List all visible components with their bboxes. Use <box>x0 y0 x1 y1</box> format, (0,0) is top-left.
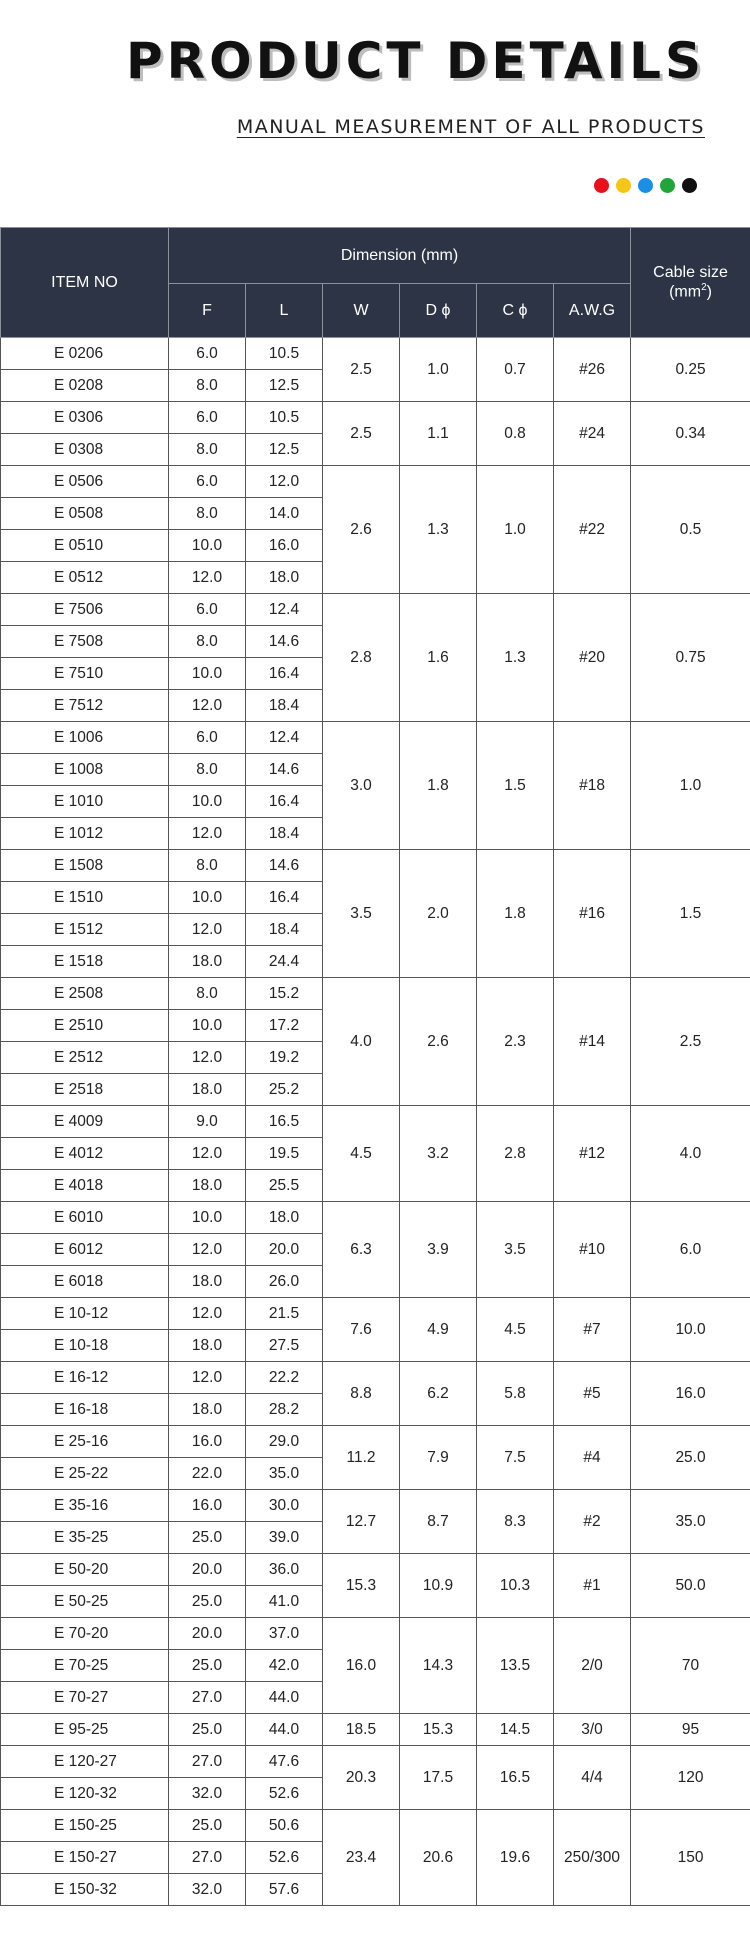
f-cell: 18.0 <box>169 946 246 978</box>
c-cell: 13.5 <box>477 1618 554 1714</box>
l-cell: 52.6 <box>246 1778 323 1810</box>
l-cell: 12.5 <box>246 434 323 466</box>
awg-cell: #14 <box>554 978 631 1106</box>
d-cell: 1.3 <box>400 466 477 594</box>
l-cell: 27.5 <box>246 1330 323 1362</box>
header-w: W <box>323 284 400 338</box>
f-cell: 18.0 <box>169 1170 246 1202</box>
awg-cell: #18 <box>554 722 631 850</box>
c-cell: 14.5 <box>477 1714 554 1746</box>
l-cell: 22.2 <box>246 1362 323 1394</box>
w-cell: 4.5 <box>323 1106 400 1202</box>
f-cell: 8.0 <box>169 850 246 882</box>
cable-size-cell: 50.0 <box>631 1554 750 1618</box>
f-cell: 12.0 <box>169 1138 246 1170</box>
awg-cell: #12 <box>554 1106 631 1202</box>
c-cell: 19.6 <box>477 1810 554 1906</box>
d-cell: 17.5 <box>400 1746 477 1810</box>
d-cell: 6.2 <box>400 1362 477 1426</box>
cable-size-cell: 6.0 <box>631 1202 750 1298</box>
item-no-cell: E 16-12 <box>1 1362 169 1394</box>
item-no-cell: E 0206 <box>1 338 169 370</box>
cable-size-cell: 0.34 <box>631 402 750 466</box>
f-cell: 10.0 <box>169 1202 246 1234</box>
item-no-cell: E 150-27 <box>1 1842 169 1874</box>
w-cell: 3.5 <box>323 850 400 978</box>
d-cell: 1.0 <box>400 338 477 402</box>
l-cell: 17.2 <box>246 1010 323 1042</box>
table-row <box>1 1106 750 1138</box>
w-cell: 2.8 <box>323 594 400 722</box>
header-cable-unit-sup: 2 <box>701 281 707 293</box>
c-cell: 0.8 <box>477 402 554 466</box>
f-cell: 27.0 <box>169 1746 246 1778</box>
table-row <box>1 402 750 434</box>
header-cable-unit-post: ) <box>706 283 712 301</box>
l-cell: 14.6 <box>246 626 323 658</box>
header-cable-unit-pre: (mm <box>669 283 702 301</box>
f-cell: 6.0 <box>169 594 246 626</box>
l-cell: 12.5 <box>246 370 323 402</box>
table-row <box>1 1490 750 1522</box>
c-cell: 1.0 <box>477 466 554 594</box>
table-row <box>1 1810 750 1842</box>
l-cell: 12.0 <box>246 466 323 498</box>
f-cell: 8.0 <box>169 626 246 658</box>
l-cell: 26.0 <box>246 1266 323 1298</box>
f-cell: 12.0 <box>169 1042 246 1074</box>
f-cell: 8.0 <box>169 978 246 1010</box>
f-cell: 12.0 <box>169 1362 246 1394</box>
cable-size-cell: 0.25 <box>631 338 750 402</box>
item-no-cell: E 1518 <box>1 946 169 978</box>
f-cell: 8.0 <box>169 498 246 530</box>
l-cell: 21.5 <box>246 1298 323 1330</box>
l-cell: 16.4 <box>246 658 323 690</box>
item-no-cell: E 4018 <box>1 1170 169 1202</box>
c-cell: 4.5 <box>477 1298 554 1362</box>
l-cell: 16.4 <box>246 882 323 914</box>
item-no-cell: E 150-32 <box>1 1874 169 1906</box>
l-cell: 18.4 <box>246 690 323 722</box>
l-cell: 18.0 <box>246 1202 323 1234</box>
w-cell: 2.5 <box>323 402 400 466</box>
color-dot-black <box>682 178 697 193</box>
header-cable-size-label: Cable size <box>653 263 728 281</box>
item-no-cell: E 0510 <box>1 530 169 562</box>
f-cell: 10.0 <box>169 530 246 562</box>
d-cell: 3.9 <box>400 1202 477 1298</box>
w-cell: 12.7 <box>323 1490 400 1554</box>
f-cell: 12.0 <box>169 818 246 850</box>
item-no-cell: E 120-27 <box>1 1746 169 1778</box>
d-cell: 15.3 <box>400 1714 477 1746</box>
c-cell: 3.5 <box>477 1202 554 1298</box>
f-cell: 6.0 <box>169 466 246 498</box>
l-cell: 36.0 <box>246 1554 323 1586</box>
d-cell: 1.6 <box>400 594 477 722</box>
item-no-cell: E 0506 <box>1 466 169 498</box>
l-cell: 14.6 <box>246 754 323 786</box>
page-title: PRODUCT DETAILS <box>125 32 705 90</box>
cable-size-cell: 25.0 <box>631 1426 750 1490</box>
cable-size-cell: 1.0 <box>631 722 750 850</box>
c-cell: 8.3 <box>477 1490 554 1554</box>
cable-size-cell: 10.0 <box>631 1298 750 1362</box>
item-no-cell: E 70-20 <box>1 1618 169 1650</box>
item-no-cell: E 0512 <box>1 562 169 594</box>
f-cell: 16.0 <box>169 1490 246 1522</box>
cable-size-cell: 120 <box>631 1746 750 1810</box>
item-no-cell: E 25-16 <box>1 1426 169 1458</box>
cable-size-cell: 35.0 <box>631 1490 750 1554</box>
f-cell: 8.0 <box>169 754 246 786</box>
item-no-cell: E 1512 <box>1 914 169 946</box>
item-no-cell: E 150-25 <box>1 1810 169 1842</box>
f-cell: 6.0 <box>169 402 246 434</box>
l-cell: 28.2 <box>246 1394 323 1426</box>
c-cell: 16.5 <box>477 1746 554 1810</box>
item-no-cell: E 1508 <box>1 850 169 882</box>
item-no-cell: E 2510 <box>1 1010 169 1042</box>
cable-size-cell: 4.0 <box>631 1106 750 1202</box>
item-no-cell: E 16-18 <box>1 1394 169 1426</box>
d-cell: 1.8 <box>400 722 477 850</box>
d-cell: 8.7 <box>400 1490 477 1554</box>
l-cell: 50.6 <box>246 1810 323 1842</box>
item-no-cell: E 1012 <box>1 818 169 850</box>
l-cell: 14.6 <box>246 850 323 882</box>
l-cell: 29.0 <box>246 1426 323 1458</box>
f-cell: 25.0 <box>169 1714 246 1746</box>
cable-size-cell: 2.5 <box>631 978 750 1106</box>
item-no-cell: E 6018 <box>1 1266 169 1298</box>
awg-cell: #1 <box>554 1554 631 1618</box>
item-no-cell: E 0508 <box>1 498 169 530</box>
c-cell: 10.3 <box>477 1554 554 1618</box>
w-cell: 15.3 <box>323 1554 400 1618</box>
w-cell: 23.4 <box>323 1810 400 1906</box>
header-f: F <box>169 284 246 338</box>
table-row <box>1 1362 750 1394</box>
l-cell: 14.0 <box>246 498 323 530</box>
l-cell: 52.6 <box>246 1842 323 1874</box>
w-cell: 16.0 <box>323 1618 400 1714</box>
l-cell: 25.2 <box>246 1074 323 1106</box>
table-row <box>1 1298 750 1330</box>
l-cell: 10.5 <box>246 402 323 434</box>
item-no-cell: E 7508 <box>1 626 169 658</box>
color-dot-green <box>660 178 675 193</box>
w-cell: 2.6 <box>323 466 400 594</box>
table-row <box>1 594 750 626</box>
item-no-cell: E 2518 <box>1 1074 169 1106</box>
c-cell: 1.8 <box>477 850 554 978</box>
header-dimension: Dimension (mm) <box>169 228 631 284</box>
cable-size-cell: 1.5 <box>631 850 750 978</box>
table-row <box>1 1202 750 1234</box>
d-cell: 3.2 <box>400 1106 477 1202</box>
item-no-cell: E 0306 <box>1 402 169 434</box>
l-cell: 19.2 <box>246 1042 323 1074</box>
item-no-cell: E 50-20 <box>1 1554 169 1586</box>
f-cell: 10.0 <box>169 1010 246 1042</box>
item-no-cell: E 1006 <box>1 722 169 754</box>
f-cell: 18.0 <box>169 1394 246 1426</box>
item-no-cell: E 35-25 <box>1 1522 169 1554</box>
c-cell: 1.5 <box>477 722 554 850</box>
item-no-cell: E 6010 <box>1 1202 169 1234</box>
f-cell: 10.0 <box>169 658 246 690</box>
awg-cell: #7 <box>554 1298 631 1362</box>
item-no-cell: E 25-22 <box>1 1458 169 1490</box>
awg-cell: #16 <box>554 850 631 978</box>
cable-size-cell: 0.75 <box>631 594 750 722</box>
d-cell: 10.9 <box>400 1554 477 1618</box>
f-cell: 32.0 <box>169 1778 246 1810</box>
awg-cell: #10 <box>554 1202 631 1298</box>
item-no-cell: E 7512 <box>1 690 169 722</box>
f-cell: 9.0 <box>169 1106 246 1138</box>
f-cell: 12.0 <box>169 562 246 594</box>
f-cell: 12.0 <box>169 690 246 722</box>
cable-size-cell: 70 <box>631 1618 750 1714</box>
l-cell: 47.6 <box>246 1746 323 1778</box>
d-cell: 7.9 <box>400 1426 477 1490</box>
f-cell: 27.0 <box>169 1682 246 1714</box>
f-cell: 8.0 <box>169 434 246 466</box>
item-no-cell: E 10-18 <box>1 1330 169 1362</box>
table-row <box>1 722 750 754</box>
f-cell: 12.0 <box>169 914 246 946</box>
l-cell: 39.0 <box>246 1522 323 1554</box>
f-cell: 6.0 <box>169 722 246 754</box>
w-cell: 6.3 <box>323 1202 400 1298</box>
item-no-cell: E 7510 <box>1 658 169 690</box>
w-cell: 11.2 <box>323 1426 400 1490</box>
f-cell: 18.0 <box>169 1266 246 1298</box>
l-cell: 37.0 <box>246 1618 323 1650</box>
item-no-cell: E 4009 <box>1 1106 169 1138</box>
c-cell: 5.8 <box>477 1362 554 1426</box>
l-cell: 24.4 <box>246 946 323 978</box>
w-cell: 7.6 <box>323 1298 400 1362</box>
c-cell: 2.8 <box>477 1106 554 1202</box>
f-cell: 25.0 <box>169 1810 246 1842</box>
awg-cell: 2/0 <box>554 1618 631 1714</box>
item-no-cell: E 35-16 <box>1 1490 169 1522</box>
l-cell: 35.0 <box>246 1458 323 1490</box>
f-cell: 16.0 <box>169 1426 246 1458</box>
item-no-cell: E 0208 <box>1 370 169 402</box>
d-cell: 20.6 <box>400 1810 477 1906</box>
f-cell: 22.0 <box>169 1458 246 1490</box>
f-cell: 6.0 <box>169 338 246 370</box>
l-cell: 18.0 <box>246 562 323 594</box>
l-cell: 44.0 <box>246 1682 323 1714</box>
item-no-cell: E 1010 <box>1 786 169 818</box>
product-spec-table <box>0 227 750 1906</box>
color-dot-yellow <box>616 178 631 193</box>
l-cell: 16.4 <box>246 786 323 818</box>
awg-cell: #20 <box>554 594 631 722</box>
item-no-cell: E 1510 <box>1 882 169 914</box>
l-cell: 16.0 <box>246 530 323 562</box>
awg-cell: 250/300 <box>554 1810 631 1906</box>
f-cell: 25.0 <box>169 1586 246 1618</box>
l-cell: 25.5 <box>246 1170 323 1202</box>
l-cell: 30.0 <box>246 1490 323 1522</box>
cable-size-cell: 16.0 <box>631 1362 750 1426</box>
f-cell: 27.0 <box>169 1842 246 1874</box>
l-cell: 12.4 <box>246 594 323 626</box>
l-cell: 57.6 <box>246 1874 323 1906</box>
c-cell: 0.7 <box>477 338 554 402</box>
d-cell: 2.6 <box>400 978 477 1106</box>
l-cell: 20.0 <box>246 1234 323 1266</box>
f-cell: 18.0 <box>169 1330 246 1362</box>
header-d: D ϕ <box>400 284 477 338</box>
awg-cell: #26 <box>554 338 631 402</box>
l-cell: 18.4 <box>246 914 323 946</box>
awg-cell: #22 <box>554 466 631 594</box>
awg-cell: 3/0 <box>554 1714 631 1746</box>
color-dot-red <box>594 178 609 193</box>
f-cell: 12.0 <box>169 1298 246 1330</box>
l-cell: 19.5 <box>246 1138 323 1170</box>
d-cell: 14.3 <box>400 1618 477 1714</box>
l-cell: 16.5 <box>246 1106 323 1138</box>
d-cell: 2.0 <box>400 850 477 978</box>
l-cell: 15.2 <box>246 978 323 1010</box>
item-no-cell: E 0308 <box>1 434 169 466</box>
l-cell: 18.4 <box>246 818 323 850</box>
awg-cell: #5 <box>554 1362 631 1426</box>
item-no-cell: E 50-25 <box>1 1586 169 1618</box>
header-l: L <box>246 284 323 338</box>
awg-cell: #4 <box>554 1426 631 1490</box>
table-row <box>1 850 750 882</box>
table-row <box>1 1746 750 1778</box>
item-no-cell: E 120-32 <box>1 1778 169 1810</box>
item-no-cell: E 70-27 <box>1 1682 169 1714</box>
header-c: C ϕ <box>477 284 554 338</box>
l-cell: 12.4 <box>246 722 323 754</box>
header-awg: A.W.G <box>554 284 631 338</box>
f-cell: 12.0 <box>169 1234 246 1266</box>
cable-size-cell: 95 <box>631 1714 750 1746</box>
table-row <box>1 1714 750 1746</box>
item-no-cell: E 7506 <box>1 594 169 626</box>
table-body <box>1 338 750 1906</box>
f-cell: 18.0 <box>169 1074 246 1106</box>
page-subtitle: MANUAL MEASUREMENT OF ALL PRODUCTS <box>236 116 705 138</box>
header-cable-size <box>631 228 750 338</box>
l-cell: 41.0 <box>246 1586 323 1618</box>
color-options <box>594 178 697 193</box>
f-cell: 20.0 <box>169 1618 246 1650</box>
w-cell: 18.5 <box>323 1714 400 1746</box>
f-cell: 25.0 <box>169 1650 246 1682</box>
awg-cell: #2 <box>554 1490 631 1554</box>
item-no-cell: E 4012 <box>1 1138 169 1170</box>
l-cell: 10.5 <box>246 338 323 370</box>
header-item-no: ITEM NO <box>1 228 169 338</box>
table-row <box>1 1426 750 1458</box>
c-cell: 7.5 <box>477 1426 554 1490</box>
w-cell: 3.0 <box>323 722 400 850</box>
item-no-cell: E 2508 <box>1 978 169 1010</box>
c-cell: 2.3 <box>477 978 554 1106</box>
item-no-cell: E 1008 <box>1 754 169 786</box>
f-cell: 32.0 <box>169 1874 246 1906</box>
w-cell: 4.0 <box>323 978 400 1106</box>
item-no-cell: E 95-25 <box>1 1714 169 1746</box>
item-no-cell: E 10-12 <box>1 1298 169 1330</box>
color-dot-blue <box>638 178 653 193</box>
l-cell: 44.0 <box>246 1714 323 1746</box>
table-row <box>1 978 750 1010</box>
c-cell: 1.3 <box>477 594 554 722</box>
table-row <box>1 466 750 498</box>
d-cell: 1.1 <box>400 402 477 466</box>
item-no-cell: E 2512 <box>1 1042 169 1074</box>
w-cell: 20.3 <box>323 1746 400 1810</box>
cable-size-cell: 150 <box>631 1810 750 1906</box>
f-cell: 8.0 <box>169 370 246 402</box>
f-cell: 25.0 <box>169 1522 246 1554</box>
cable-size-cell: 0.5 <box>631 466 750 594</box>
w-cell: 8.8 <box>323 1362 400 1426</box>
l-cell: 42.0 <box>246 1650 323 1682</box>
table-row <box>1 1618 750 1650</box>
item-no-cell: E 6012 <box>1 1234 169 1266</box>
awg-cell: #24 <box>554 402 631 466</box>
table-row <box>1 1554 750 1586</box>
w-cell: 2.5 <box>323 338 400 402</box>
table-row <box>1 338 750 370</box>
f-cell: 10.0 <box>169 882 246 914</box>
f-cell: 10.0 <box>169 786 246 818</box>
d-cell: 4.9 <box>400 1298 477 1362</box>
item-no-cell: E 70-25 <box>1 1650 169 1682</box>
f-cell: 20.0 <box>169 1554 246 1586</box>
awg-cell: 4/4 <box>554 1746 631 1810</box>
